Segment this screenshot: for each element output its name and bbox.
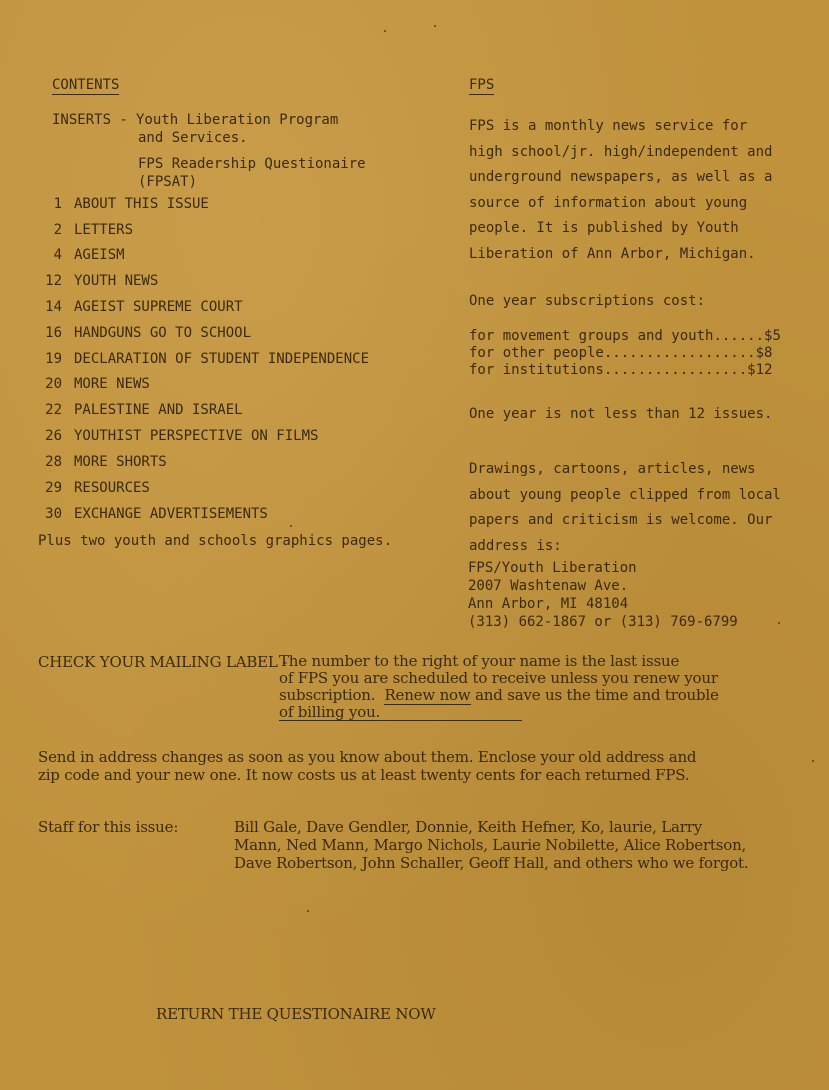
subscription-row: for other people..................$8 [469, 345, 773, 361]
toc-title: PALESTINE AND ISRAEL [74, 402, 243, 418]
inserts-label: INSERTS - [52, 112, 128, 128]
subscription-price: $8 [755, 345, 773, 361]
toc-row [38, 376, 150, 396]
toc-row [38, 454, 167, 474]
questionnaire-line: (FPSAT) [138, 174, 198, 190]
toc-page-number: 28 [45, 454, 62, 470]
toc-page-number: 26 [45, 428, 62, 444]
toc-row [38, 506, 268, 526]
toc-row [38, 428, 318, 448]
toc-title: AGEISM [74, 247, 125, 263]
toc-title: EXCHANGE ADVERTISEMENTS [74, 506, 268, 522]
subscription-row: for movement groups and youth......$5 [469, 328, 781, 344]
subscription-label: for other people [469, 345, 604, 361]
print-speck [290, 525, 292, 527]
address-line: 2007 Washtenaw Ave. [468, 578, 629, 594]
toc-page-number: 30 [45, 506, 62, 522]
address-line: Ann Arbor, MI 48104 [468, 596, 629, 612]
subscription-label: for institutions [469, 362, 604, 378]
toc-title: AGEIST SUPREME COURT [74, 299, 243, 315]
fps-intro-line: people. It is published by Youth [469, 220, 739, 237]
toc-row [38, 351, 369, 371]
phone-numbers: (313) 662-1867 or (313) 769-6799 [468, 614, 738, 630]
submissions-line: papers and criticism is welcome. Our [469, 512, 773, 529]
toc-title: MORE SHORTS [74, 454, 167, 470]
fps-intro [469, 114, 772, 268]
inserts-line: Youth Liberation Program [136, 112, 339, 128]
toc-title: LETTERS [74, 221, 134, 238]
submissions-line: Drawings, cartoons, articles, news [469, 461, 756, 477]
toc-page-number: 12 [45, 273, 62, 289]
fps-heading: FPS [469, 77, 495, 93]
contents-heading: CONTENTS [52, 77, 120, 93]
staff-list: Bill Gale, Dave Gendler, Donnie, Keith Hefner, Ko, laurie, Larry Mann, Ned Mann, Margo Nichols, Laurie Nobilette, Alice Robertson, Dave Robertson, John Schaller, Geoff Hall, and others who we forgot. [234, 818, 749, 872]
address-line: FPS/Youth Liberation [468, 560, 637, 576]
toc-title: ABOUT THIS ISSUE [74, 196, 209, 212]
submissions-note [469, 457, 781, 559]
fps-intro-line: Liberation of Ann Arbor, Michigan. [469, 245, 756, 262]
mailing-label-heading: CHECK YOUR MAILING LABEL - [38, 653, 288, 671]
toc-page-number: 22 [45, 402, 62, 418]
inserts-entry [52, 111, 366, 191]
toc-page-number: 16 [45, 325, 62, 341]
toc-title: MORE NEWS [74, 376, 150, 392]
mailing-address [468, 559, 738, 631]
fps-intro-line: high school/jr. high/independent and [469, 143, 773, 160]
toc-page-number: 2 [53, 221, 62, 238]
print-speck [434, 25, 436, 27]
toc-row [38, 299, 243, 319]
subscription-row: for institutions.................$12 [469, 362, 773, 378]
mailing-label-text: The number to the right of your name is the last issue of FPS you are scheduled to receive unless you renew your subscription. Renew now and save us the time and trouble of billing you. [279, 652, 719, 721]
fps-intro-line: underground newspapers, as well as a [469, 169, 773, 186]
subscription-label: for movement groups and youth [469, 328, 714, 344]
toc-row [38, 196, 209, 216]
toc-page-number: 1 [53, 196, 62, 212]
toc-page-number: 4 [53, 247, 62, 263]
toc-row [38, 247, 125, 267]
subscription-price: $12 [747, 362, 773, 378]
renew-now: Renew now [384, 686, 471, 704]
toc-page-number: 19 [45, 351, 62, 367]
year-note: One year is not less than 12 issues. [469, 406, 773, 422]
toc-row [38, 402, 243, 422]
toc-title: RESOURCES [74, 480, 150, 496]
return-questionnaire-note: RETURN THE QUESTIONAIRE NOW [156, 1005, 436, 1023]
inserts-line: and Services. [138, 130, 248, 146]
fps-intro-line: source of information about young [469, 194, 748, 211]
toc-page-number: 29 [45, 480, 62, 496]
print-speck [307, 910, 309, 912]
submissions-line: address is: [469, 537, 562, 554]
toc-title: HANDGUNS GO TO SCHOOL [74, 325, 252, 341]
fps-intro-line: FPS is a monthly news service for [469, 118, 748, 134]
toc-row [38, 273, 158, 293]
submissions-line: about young people clipped from local [469, 486, 781, 503]
toc-title: DECLARATION OF STUDENT INDEPENDENCE [74, 351, 370, 367]
toc-page-number: 20 [45, 376, 62, 392]
questionnaire-line: FPS Readership Questionaire [138, 156, 366, 172]
staff-label: Staff for this issue: [38, 818, 179, 836]
subscriptions-heading: One year subscriptions cost: [469, 293, 706, 309]
subscription-prices [469, 328, 781, 379]
toc-row [38, 222, 133, 242]
print-speck [778, 622, 780, 624]
print-speck [384, 30, 386, 32]
toc-title: YOUTH NEWS [74, 273, 159, 289]
graphics-pages-note: Plus two youth and schools graphics pages. [38, 533, 393, 549]
toc-title: YOUTHIST PERSPECTIVE ON FILMS [74, 428, 319, 444]
toc-row [38, 480, 150, 500]
divider-rule [279, 720, 522, 721]
subscription-price: $5 [764, 328, 781, 344]
address-change-note: Send in address changes as soon as you know about them. Enclose your old address and zip code and your new one. It now costs us at least twenty cents for each returned FPS. [38, 748, 697, 784]
toc-row [38, 325, 251, 345]
toc-page-number: 14 [45, 299, 62, 315]
print-speck [812, 760, 814, 762]
